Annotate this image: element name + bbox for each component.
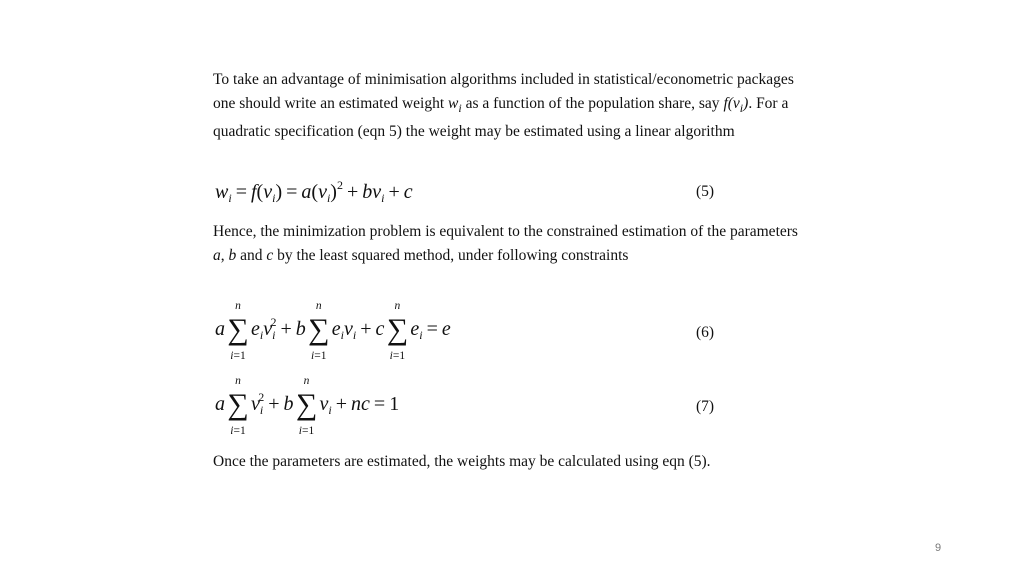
equation-7-number: (7) xyxy=(696,398,715,415)
paragraph-conclusion: Once the parameters are estimated, the weights may be calculated using eqn (5). xyxy=(213,453,711,470)
equation-6-number: (6) xyxy=(696,324,715,341)
equation-5: $w_i = f(v_i) = a(v_i)^2 + bv_i + c$ xyxy=(215,178,413,205)
param-a: a xyxy=(213,246,221,264)
paragraph-minimization-text-b: by the least squared method, under following constraints xyxy=(273,246,629,264)
paragraph-intro-text-a: To take an advantage of minimisation algorithms included in statistical/econometric packages one should write an estimated weight xyxy=(213,71,794,112)
paragraph-intro xyxy=(213,68,813,144)
equation-6: a n ∑ i=1 $e_iv_i^2 + b$ n ∑ i=1 $e_iv_i + c$ n ∑ i=1 $e_i = e$ xyxy=(215,300,451,363)
paragraph-intro-text-c: . For a quadratic specification (eqn 5) the weight may be estimated using a linear algorithm xyxy=(213,94,789,140)
param-b: b xyxy=(228,246,237,264)
weight-symbol: $w_i$ xyxy=(448,94,462,115)
equation-7: a n ∑ i=1 $v_i^2 + b$ n ∑ i=1 $v_i$ + nc = 1 xyxy=(215,375,400,438)
paragraph-minimization-text-a: Hence, the minimization problem is equivalent to the constrained estimation of the parameters xyxy=(213,223,798,240)
paragraph-minimization: Hence, the minimization problem is equivalent to the constrained estimation of the parameters a, b and c by the least squared method, under following constraints xyxy=(213,223,798,264)
page-number: 9 xyxy=(935,542,942,554)
paragraph-intro-text-b: as a function of the population share, say xyxy=(461,94,724,112)
equation-5-number: (5) xyxy=(696,183,715,200)
param-c: c xyxy=(266,246,274,264)
function-symbol: $f(v_i)$ xyxy=(723,94,749,115)
